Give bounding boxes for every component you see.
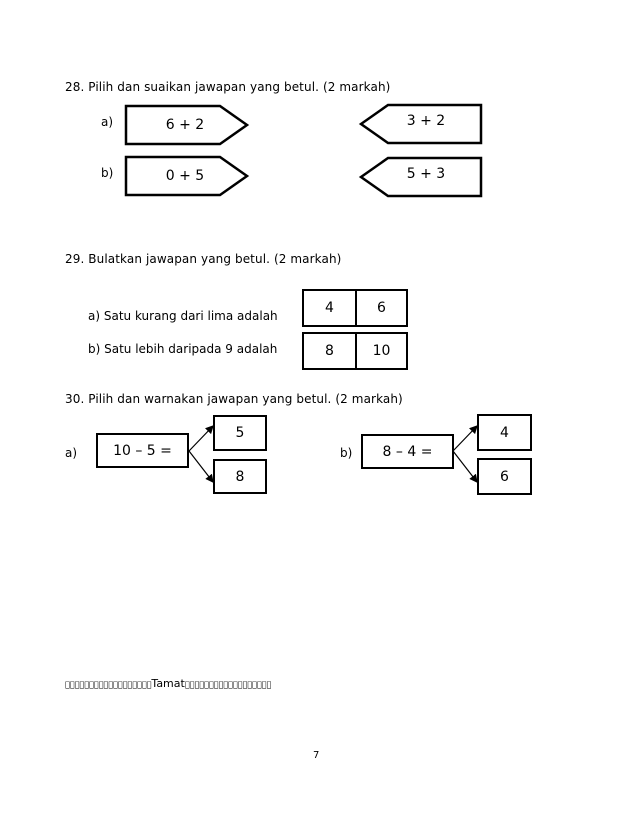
q30-a-expression-box: 10 – 5 = [96,433,189,468]
end-marker-right-fill:                    [184,680,272,689]
q29-item-a-text: a) Satu kurang dari lima adalah [88,309,278,323]
page-number: 7 [313,750,320,761]
q29-item-b-text: b) Satu lebih daripada 9 adalah [88,342,278,356]
q30-a-label: a) [65,446,78,460]
end-marker-left-fill:                    [65,680,152,689]
q28-row-a-label: a) [101,115,114,129]
q30-title: 30. Pilih dan warnakan jawapan yang betul. (2 markah) [65,392,403,406]
q28-left-b-text: 0 + 5 [165,168,205,184]
end-marker [65,677,271,690]
end-marker-text: Tamat [151,677,185,690]
q30-b-expression-box: 8 – 4 = [361,434,454,469]
q28-row-b-label: b) [101,166,114,180]
q28-title: 28. Pilih dan suaikan jawapan yang betul. (2 markah) [65,80,391,94]
q29-title: 29. Bulatkan jawapan yang betul. (2 markah) [65,252,342,266]
q28-right-b-text: 5 + 3 [406,166,446,182]
q28-left-a-text: 6 + 2 [165,117,205,133]
q30-b-option-2[interactable]: 6 [477,458,532,495]
q30-b-option-1[interactable]: 4 [477,414,532,451]
q29-b-option-2[interactable]: 10 [355,332,408,370]
q30-a-option-2[interactable]: 8 [213,459,267,494]
q29-b-option-1[interactable]: 8 [302,332,357,370]
q29-a-option-2[interactable]: 6 [355,289,408,327]
q30-b-label: b) [340,446,353,460]
q28-right-a-text: 3 + 2 [406,113,446,129]
q29-a-option-1[interactable]: 4 [302,289,357,327]
q30-a-option-1[interactable]: 5 [213,415,267,451]
